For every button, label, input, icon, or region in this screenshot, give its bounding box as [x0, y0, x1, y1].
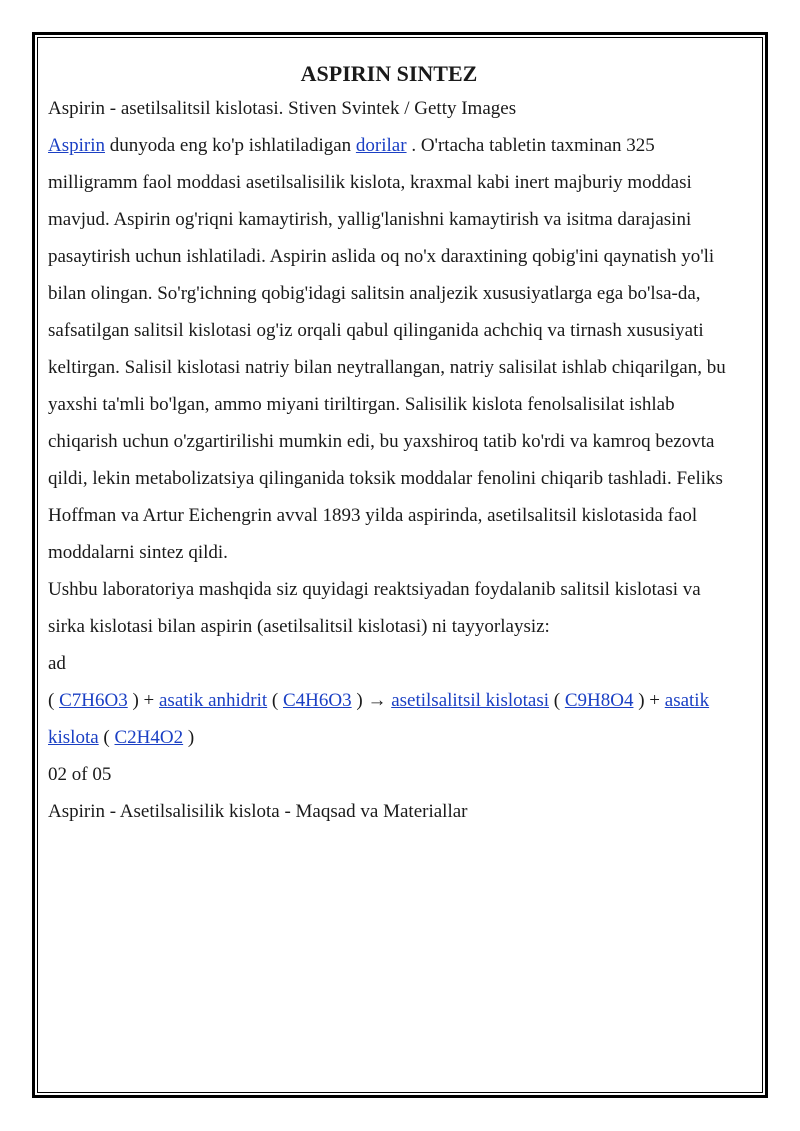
image-caption: Aspirin - asetilsalitsil kislotasi. Stiven Svintek / Getty Images: [48, 98, 517, 119]
intro-text-b: . O'rtacha tabletin taxminan 325 milligramm faol moddasi asetilsalisilik kislota, kraxmal kabi inert majburiy moddasi mavjud. Aspirin og'riqni kamaytirish, yallig'lanishni kamaytirish va isitma darajasini pasaytirish uchun ishlatiladi. Aspirin aslida oq no'x daraxtining qobig'ini qaynatish yo'li bilan olingan. So'rg'ichning qobig'idagi salitsin analjezik xususiyatlarga ega bo'lsa-da, safsatilgan salitsil kislotasi og'iz orqali qabul qilinganida achchiq va tirnash xususiyati keltirgan. Salisil kislotasi natriy bilan neytrallangan, natriy salisilat ishlab chiqarilgan, bu yaxshi ta'mli bo'lgan, ammo miyani tiriltirgan. Salisilik kislota fenolsalisilat ishlab chiqarish uchun o'zgartirilishi mumkin edi, bu yaxshiroq tatib ko'rdi va kamroq bezovta qildi, lekin metabolizatsiya qilinganida toksik moddalar fenolini chiqarib tashladi. Feliks Hoffman va Artur Eichengrin avval 1893 yilda aspirinda, asetilsalitsil kislotasida faol moddalarni sintez qildi.: [48, 135, 726, 563]
ad-label: ad: [48, 653, 66, 674]
link-dorilar[interactable]: dorilar: [355, 135, 407, 156]
link-aspirin[interactable]: Aspirin: [48, 135, 105, 156]
link-c4h6o3[interactable]: C4H6O3: [283, 690, 352, 711]
reaction-text: (: [549, 690, 565, 711]
document-body: [48, 58, 738, 830]
link-c2h4o2[interactable]: C2H4O2: [114, 727, 184, 748]
page-counter: 02 of 05: [48, 764, 112, 785]
link-c9h8o4[interactable]: C9H8O4: [564, 690, 634, 711]
reaction-text: ) +: [633, 690, 665, 711]
link-asatik-kislota[interactable]: asatik kislota: [48, 690, 710, 748]
reaction-equation: [48, 682, 738, 756]
reaction-text: (: [98, 727, 115, 748]
link-asetilsalitsil-kislotasi[interactable]: asetilsalitsil kislotasi: [391, 690, 550, 711]
page-title-text: ASPIRIN SINTEZ: [300, 61, 478, 86]
intro-text-a: dunyoda eng ko'p ishlatiladigan: [105, 135, 356, 156]
next-section-title: Aspirin - Asetilsalisilik kislota - Maqsad va Materiallar: [48, 801, 468, 822]
reaction-text: ) +: [127, 690, 159, 711]
link-c7h6o3[interactable]: C7H6O3: [59, 690, 128, 711]
intro-paragraph: [48, 127, 738, 571]
reaction-text: (: [48, 690, 60, 711]
reaction-arrow-text: ) →: [351, 690, 392, 711]
lab-paragraph: Ushbu laboratoriya mashqida siz quyidagi reaktsiyadan foydalanib salitsil kislotasi va sirka kislotasi bilan aspirin (asetilsalitsil kislotasi) ni tayyorlaysiz:: [48, 579, 701, 637]
reaction-text: ): [183, 727, 195, 748]
reaction-text: (: [267, 690, 283, 711]
link-asatik-anhidrit[interactable]: asatik anhidrit: [159, 690, 268, 711]
page-title: [48, 58, 738, 90]
